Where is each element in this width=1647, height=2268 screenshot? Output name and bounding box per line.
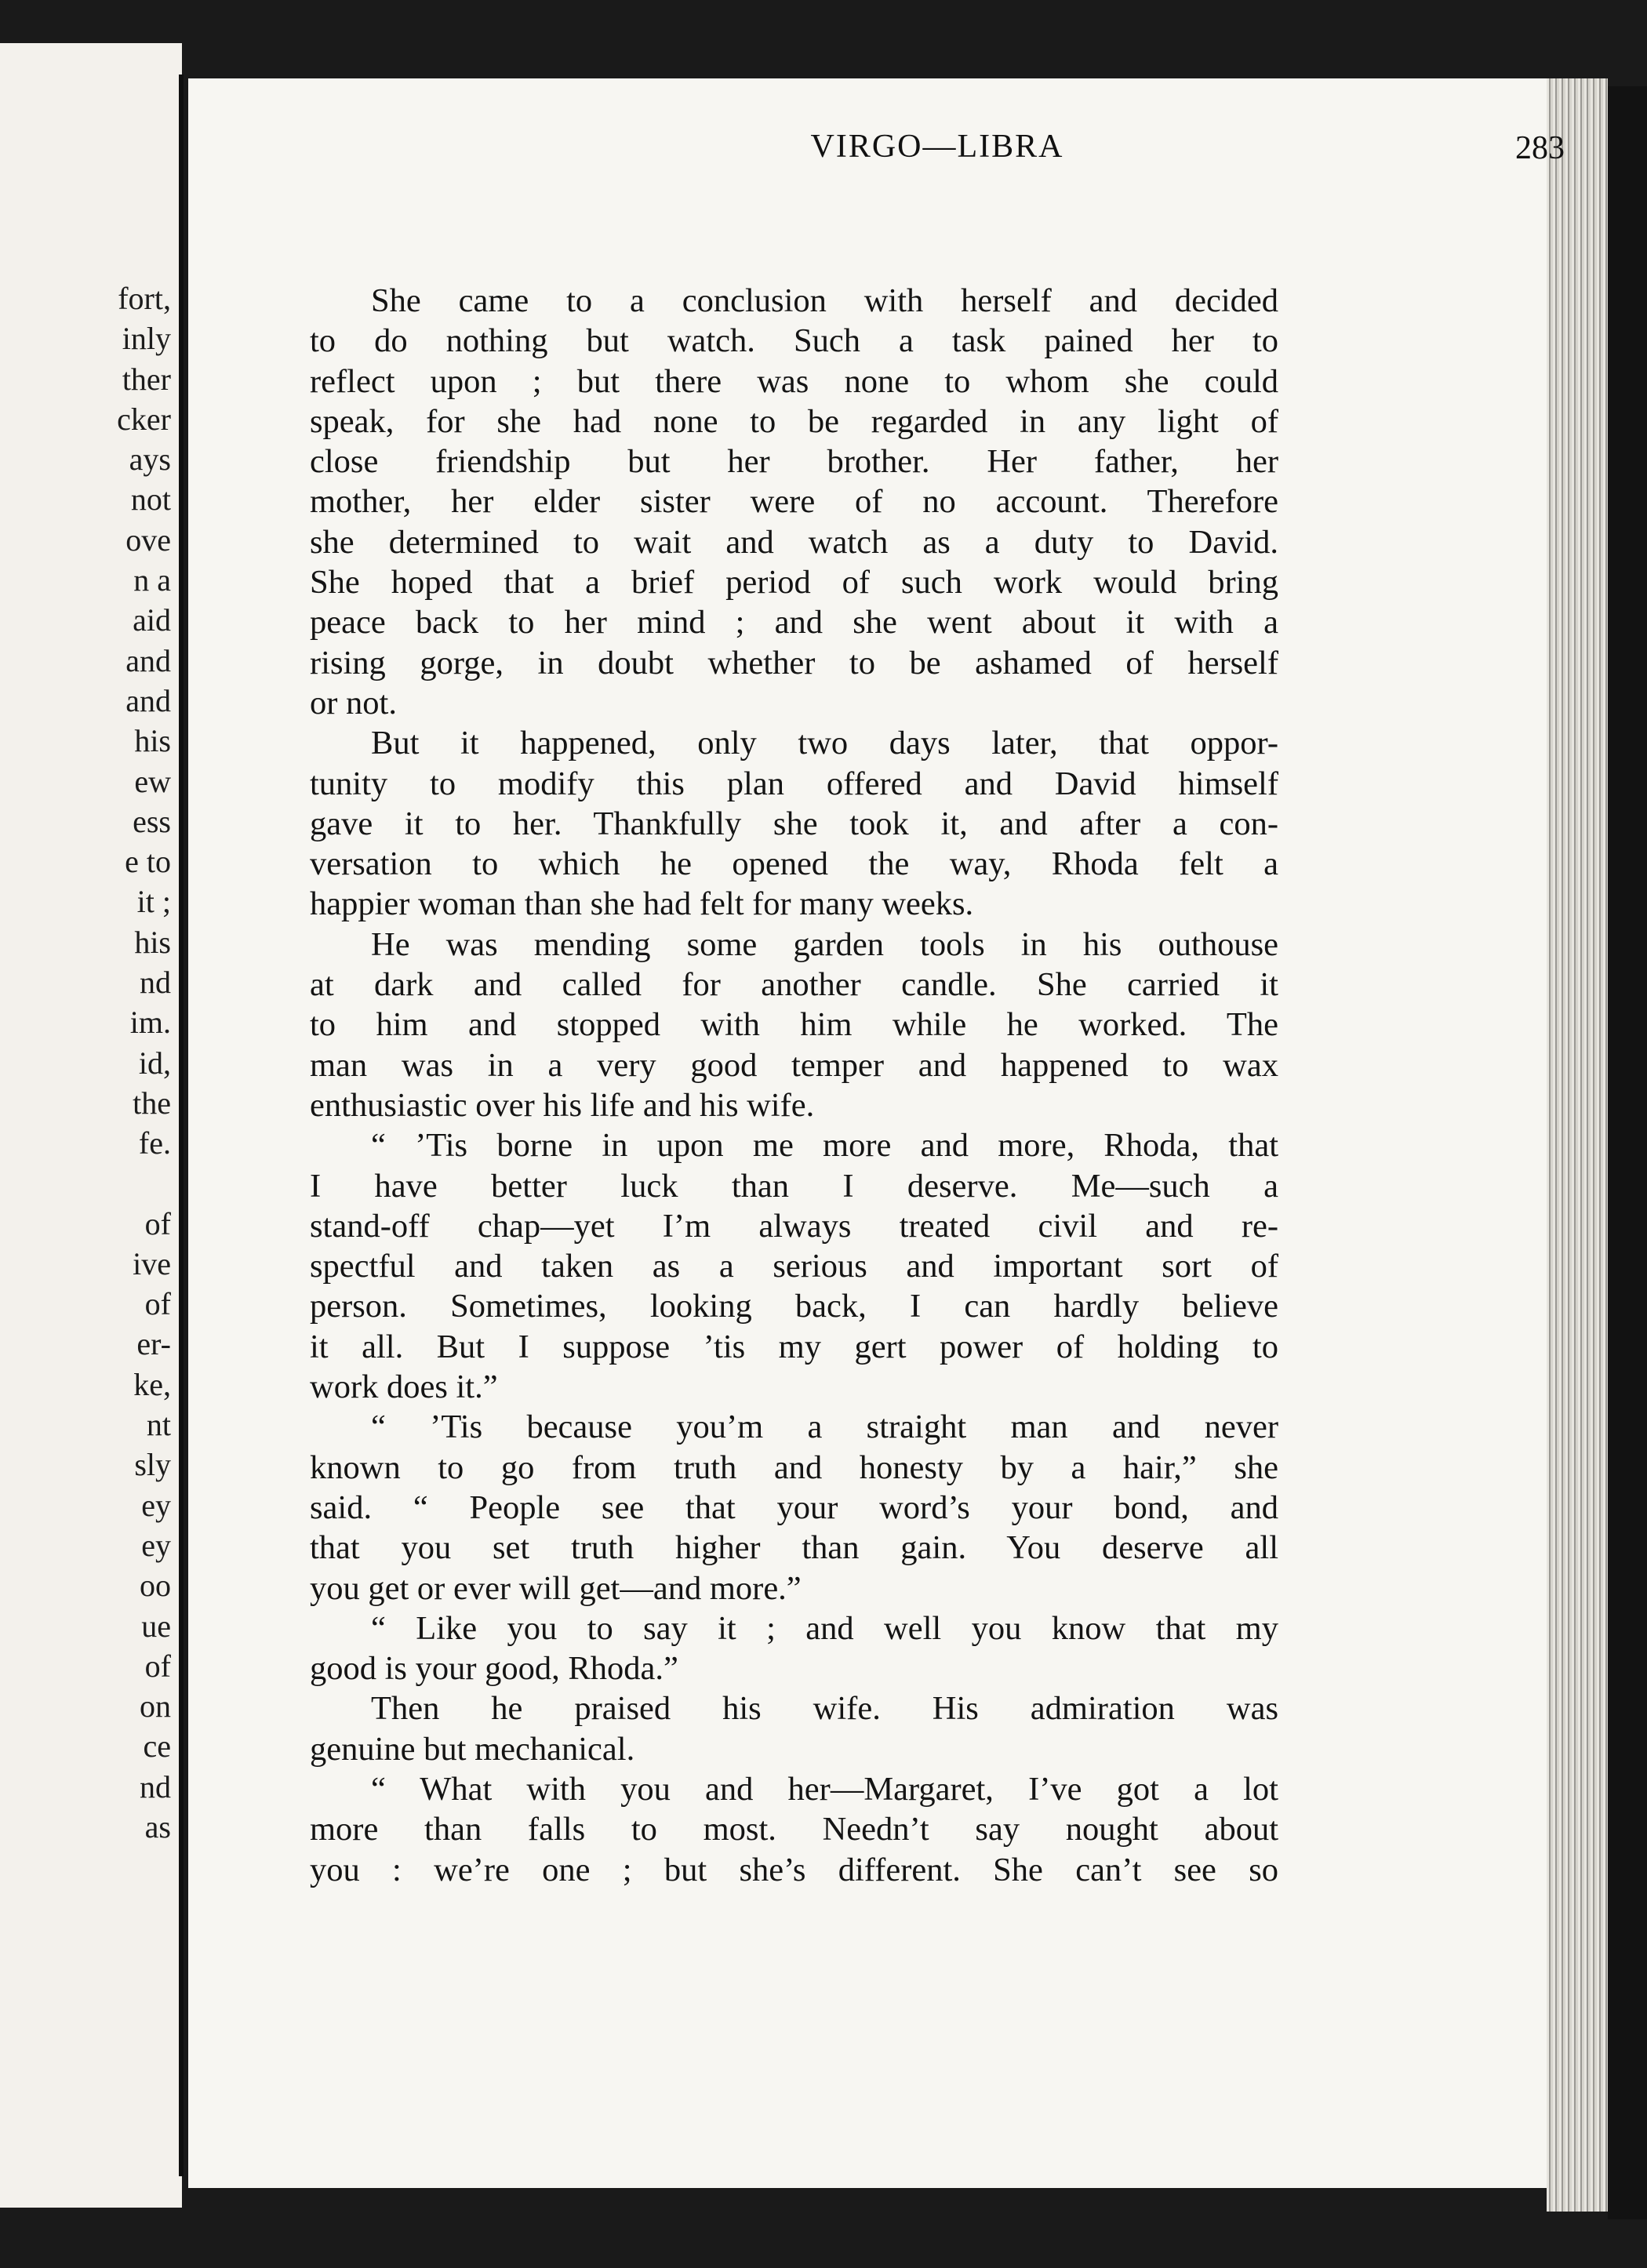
text-line: tunity to modify this plan offered and David himself	[310, 765, 1278, 802]
text-line: man was in a very good temper and happened to wax	[310, 1046, 1278, 1084]
text-line: speak, for she had none to be regarded in any light of	[310, 402, 1278, 440]
facing-page-fragment: ue	[141, 1608, 171, 1644]
text-line: reflect upon ; but there was none to whom she could	[310, 362, 1278, 400]
text-line: stand-off chap—yet I’m always treated civil and re-	[310, 1207, 1278, 1245]
facing-page-fragment: ce	[143, 1728, 171, 1765]
text-line: “ What with you and her—Margaret, I’ve got a lot	[371, 1770, 1278, 1808]
text-line: versation to which he opened the way, Rhoda felt a	[310, 845, 1278, 883]
facing-page-fragment: ey	[141, 1527, 171, 1563]
text-line: close friendship but her brother. Her father, her	[310, 443, 1278, 481]
facing-page-fragment: ther	[122, 361, 171, 397]
facing-page-fragment: his	[134, 723, 171, 759]
text-line: “ ’Tis because you’m a straight man and never	[371, 1408, 1278, 1446]
text-line: peace back to her mind ; and she went about it with a	[310, 604, 1278, 642]
facing-page-fragment: aid	[133, 602, 171, 638]
text-line: She came to a conclusion with herself and decided	[371, 282, 1278, 319]
facing-page-fragment: nt	[146, 1407, 171, 1443]
facing-page-fragment: ke,	[133, 1366, 171, 1402]
facing-page-fragment: ays	[129, 442, 171, 478]
facing-page-fragment	[117, 1164, 171, 1204]
facing-page-fragment: as	[144, 1808, 171, 1845]
facing-page-fragment: n a	[133, 562, 171, 598]
facing-page-fragment: im.	[129, 1005, 171, 1041]
facing-page-fragment: nd	[140, 1768, 171, 1805]
facing-page-fragment: id,	[138, 1045, 171, 1081]
text-line: known to go from truth and honesty by a hair,” she	[310, 1448, 1278, 1486]
running-head	[310, 128, 1565, 175]
page-edges	[1547, 78, 1608, 2212]
facing-page-fragment: the	[133, 1085, 171, 1121]
text-line: rising gorge, in doubt whether to be ashamed of herself	[310, 644, 1278, 681]
facing-page-fragment: not	[130, 482, 171, 518]
gutter-shadow	[179, 75, 184, 2176]
text-line: good is your good, Rhoda.”	[310, 1650, 678, 1688]
facing-page-fragment: oo	[140, 1568, 171, 1604]
facing-page-fragment: ove	[125, 522, 171, 558]
text-line: more than falls to most. Needn’t say nought about	[310, 1811, 1278, 1848]
text-line: you get or ever will get—and more.”	[310, 1569, 802, 1607]
text-line: “ Like you to say it ; and well you know that my	[371, 1609, 1278, 1647]
facing-page-fragment: ey	[141, 1487, 171, 1523]
text-line: Then he praised his wife. His admiration was	[371, 1690, 1278, 1728]
text-line: happier woman than she had felt for many weeks.	[310, 885, 974, 923]
text-line: person. Sometimes, looking back, I can hardly believe	[310, 1288, 1278, 1325]
text-line: gave it to her. Thankfully she took it, and after a con-	[310, 805, 1278, 842]
text-line: work does it.”	[310, 1368, 498, 1406]
facing-page-fragment: fort,	[118, 281, 171, 316]
facing-page-fragment: ess	[133, 803, 171, 839]
text-line: at dark and called for another candle. She carried it	[310, 966, 1278, 1004]
facing-page-fragment: nd	[140, 965, 171, 1001]
facing-page-fragment: it ;	[136, 884, 171, 920]
facing-page-text	[117, 278, 171, 1847]
text-line: or not.	[310, 684, 397, 721]
text-line: “ ’Tis borne in upon me more and more, Rhoda, that	[371, 1127, 1278, 1165]
facing-page-fragment: inly	[122, 321, 171, 357]
text-line: genuine but mechanical.	[310, 1730, 635, 1768]
text-line: you : we’re one ; but she’s different. She can’t see so	[310, 1851, 1278, 1888]
text-line: I have better luck than I deserve. Me—such a	[310, 1167, 1278, 1205]
text-line: enthusiastic over his life and his wife.	[310, 1086, 815, 1124]
page-number: 283	[1515, 130, 1565, 166]
text-line: to him and stopped with him while he worked. The	[310, 1006, 1278, 1044]
text-line: mother, her elder sister were of no account. Therefore	[310, 483, 1278, 521]
text-line: she determined to wait and watch as a duty to David.	[310, 523, 1278, 561]
facing-page-fragment: on	[140, 1688, 171, 1725]
text-line: said. “ People see that your word’s your bond, and	[310, 1488, 1278, 1526]
text-line: spectful and taken as a serious and important sort of	[310, 1248, 1278, 1285]
running-title: VIRGO—LIBRA	[810, 129, 1064, 165]
facing-page-fragment: cker	[117, 401, 171, 437]
text-line: He was mending some garden tools in his outhouse	[371, 925, 1278, 963]
text-line: to do nothing but watch. Such a task pained her to	[310, 322, 1278, 360]
facing-page-fragment: of	[144, 1648, 171, 1684]
facing-page-fragment: his	[134, 924, 171, 960]
body-text	[310, 281, 1278, 1890]
background-edge	[1608, 86, 1647, 2219]
facing-page-fragment: of	[144, 1205, 171, 1241]
facing-page-fragment: ew	[134, 763, 171, 799]
facing-page-fragment: and	[125, 682, 171, 718]
text-line: that you set truth higher than gain. You deserve all	[310, 1529, 1278, 1567]
facing-page-fragment: of	[144, 1286, 171, 1322]
facing-page-fragment: and	[125, 642, 171, 678]
facing-page-fragment: fe.	[138, 1125, 171, 1161]
facing-page-fragment: ive	[133, 1245, 171, 1281]
facing-page-fragment: er-	[136, 1326, 171, 1362]
facing-page-fragment: e to	[125, 844, 171, 880]
facing-page	[0, 43, 182, 2208]
text-line: it all. But I suppose ’tis my gert power of holding to	[310, 1328, 1278, 1365]
facing-page-fragment: sly	[134, 1447, 171, 1483]
text-line: She hoped that a brief period of such work would bring	[310, 564, 1278, 602]
text-line: But it happened, only two days later, that oppor-	[371, 725, 1278, 762]
